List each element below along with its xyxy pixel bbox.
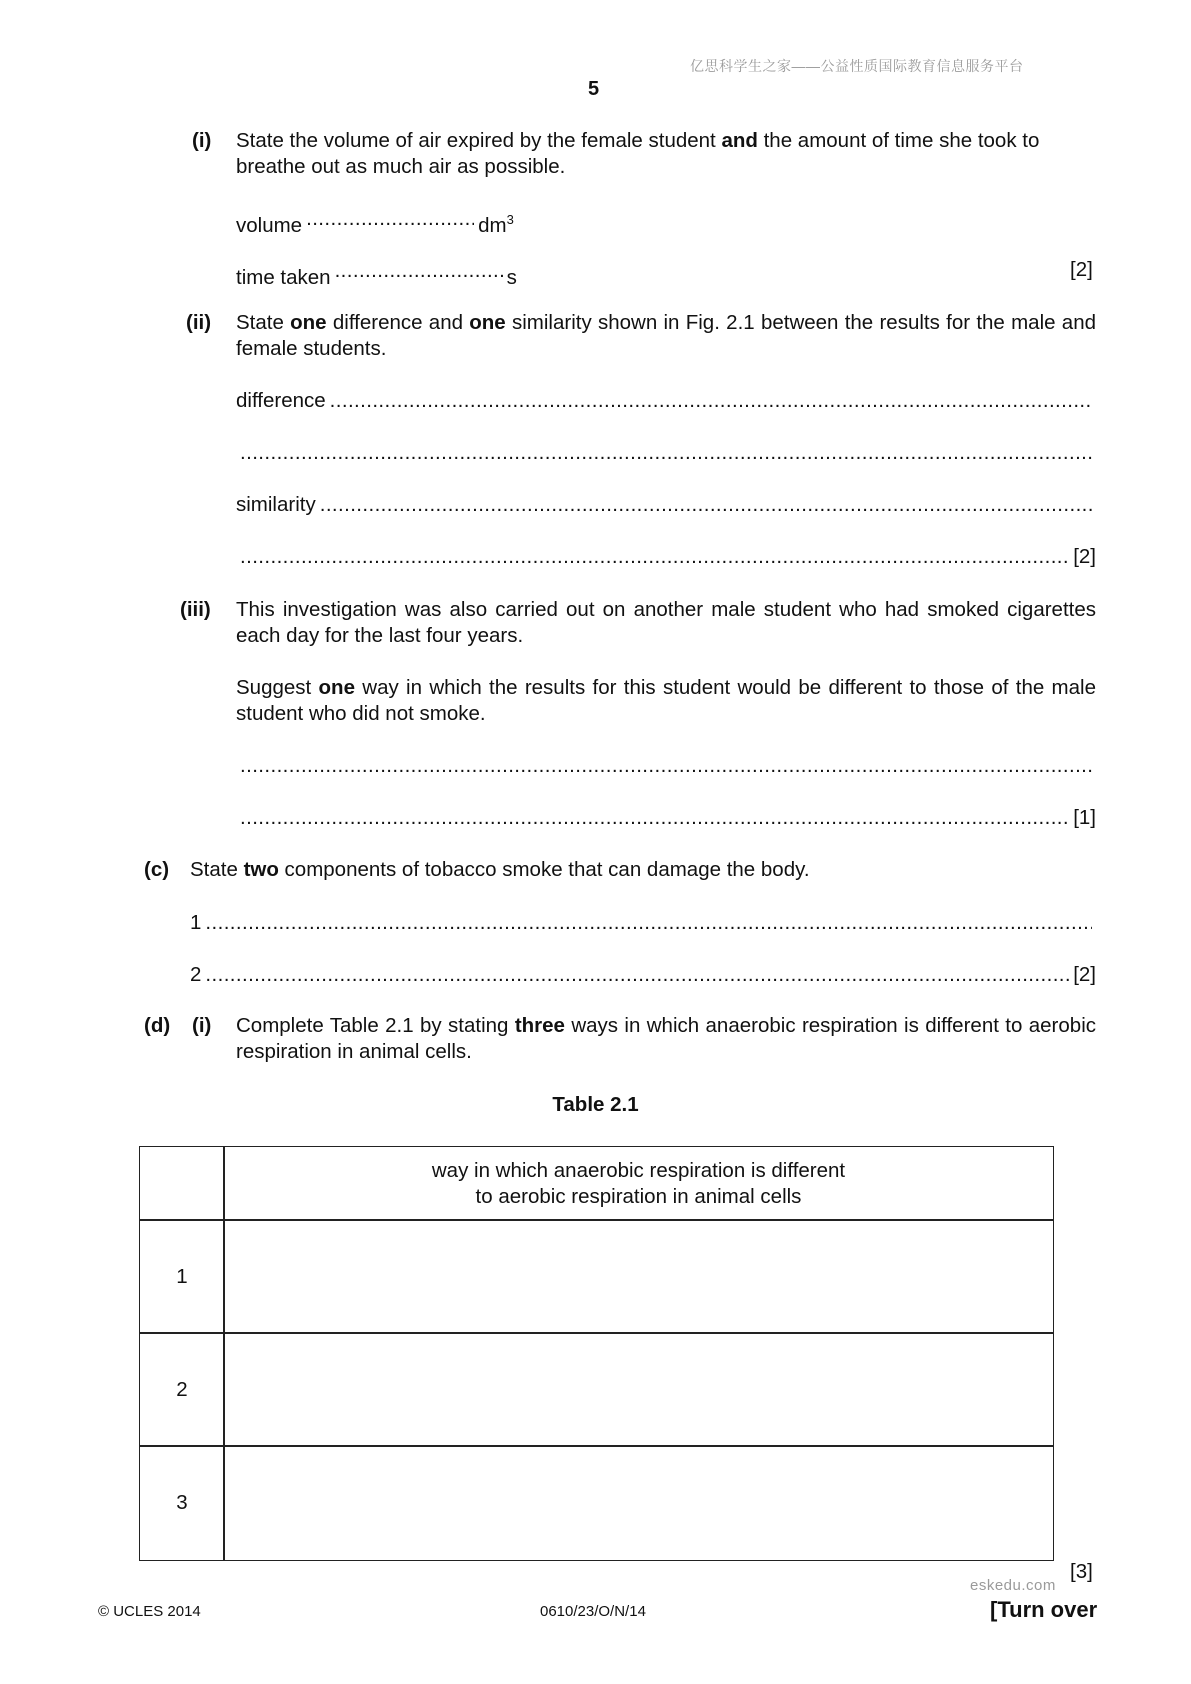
part-b-i-question: State the volume of air expired by the female student and the amount of time she took to breathe out as much air as possible. <box>236 129 1040 178</box>
part-b-iii-label: (iii) <box>180 598 211 621</box>
answer-b-iii-line-1[interactable] <box>236 753 1096 779</box>
table-answer-cell-2[interactable] <box>223 1332 1054 1447</box>
site-watermark: eskedu.com <box>970 1577 1056 1594</box>
table-answer-cell-1[interactable] <box>223 1219 1054 1334</box>
table-row-number: 1 <box>139 1219 225 1334</box>
volume-answer-line[interactable]: volume..... $dm^3$ <box>236 206 514 239</box>
turn-over-label: [Turn over <box>990 1597 1098 1622</box>
mark-b-ii: [2] <box>1073 545 1096 568</box>
answer-b-iii-line-2[interactable] <box>236 805 1096 831</box>
table-header-empty-cell <box>139 1146 225 1221</box>
part-b-iii-question: Suggest one way in which the results for this student would be different to those of the male student who did not smoke. <box>236 676 1096 725</box>
part-b-i-label: (i) <box>192 129 212 152</box>
part-b-iii-context: This investigation was also carried out on another male student who had smoked cigarettes each day for the last four years. <box>236 598 1096 647</box>
mark-b-iii: [1] <box>1073 806 1096 829</box>
table-title: Table 2.1 <box>552 1093 639 1116</box>
footer-code: 0610/23/O/N/14 <box>540 1603 646 1620</box>
part-d-label: (d) <box>144 1014 171 1037</box>
answer-c-line-1[interactable]: 1 ..... <box>190 910 1096 936</box>
footer-copyright: © UCLES 2014 <box>98 1603 201 1620</box>
mark-b-i: [2] <box>1070 258 1093 281</box>
time-answer-line[interactable]: time taken..... s <box>236 258 517 291</box>
header-watermark: 亿思科学生之家——公益性质国际教育信息服务平台 <box>690 58 1024 74</box>
table-header-cell: way in which anaerobic respiration is different to aerobic respiration in animal cells <box>223 1146 1054 1221</box>
mark-c: [2] <box>1073 963 1096 986</box>
part-c-label: (c) <box>144 858 170 881</box>
part-b-ii-question: State one difference and one similarity shown in Fig. 2.1 between the results for the male and female students. <box>236 311 1096 360</box>
table-row-number: 2 <box>139 1332 225 1447</box>
difference-line-2[interactable] <box>236 440 1096 466</box>
similarity-line-2[interactable] <box>236 544 1096 570</box>
answer-c-line-2[interactable]: 2 ..... [2] <box>190 962 1096 988</box>
part-b-ii-label: (ii) <box>186 311 212 334</box>
table-answer-cell-3[interactable] <box>223 1445 1054 1561</box>
page-number: 5 <box>588 78 600 100</box>
part-d-i-label: (i) <box>192 1014 212 1037</box>
mark-d-i: [3] <box>1070 1560 1093 1583</box>
table-row-number: 3 <box>139 1445 225 1561</box>
part-c-question: State two components of tobacco smoke that can damage the body. <box>190 858 810 881</box>
similarity-line-1[interactable]: similarity ..... <box>236 492 1096 518</box>
part-d-i-question: Complete Table 2.1 by stating three ways in which anaerobic respiration is different to aerobic respiration in animal cells. <box>236 1014 1096 1063</box>
difference-line-1[interactable]: difference ..... <box>236 388 1096 414</box>
